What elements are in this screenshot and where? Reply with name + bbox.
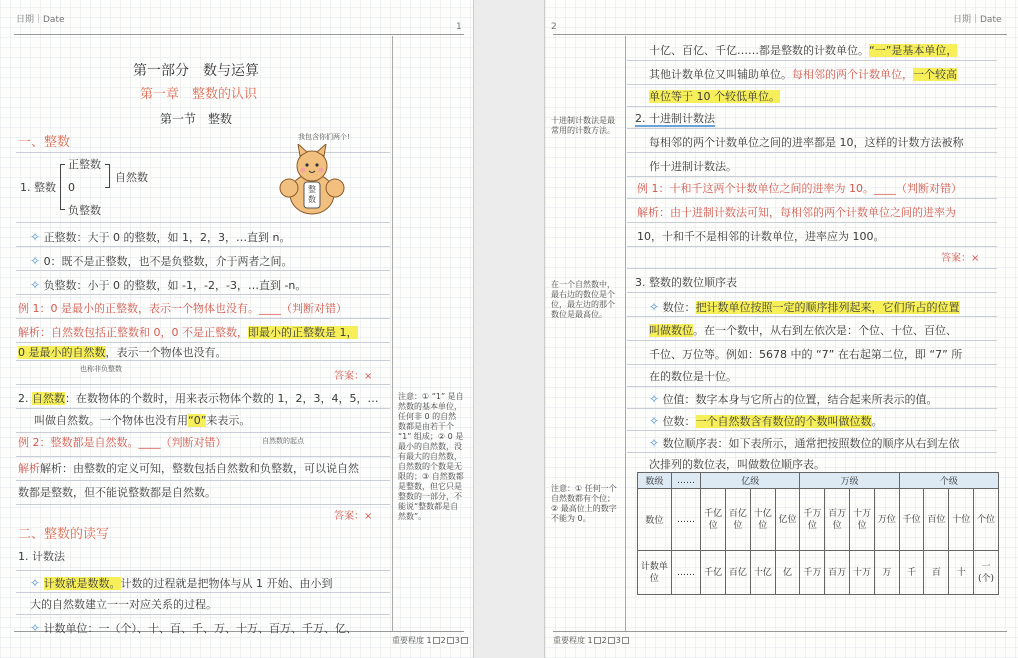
classify-zero: 0 <box>68 181 75 194</box>
example-1-analysis: 解析：自然数包括正整数和 0，0 不是正整数，即最小的正整数是 1， <box>18 326 358 339</box>
section-title: 第一节 整数 <box>160 112 233 126</box>
digits-def: ✧ 位数：一个自然数含有数位的个数叫做位数。 <box>649 414 883 428</box>
side-note: 注意：① “1” 是自然数的基本单位，任何非 0 的自然数都是由若干个 “1” 组成；② 0 是最小的自然数，没有最大的自然数，自然数的个数是无限的；③ 自然数都是整数，但它只是整数的一部分，不能说“整数都是自然数”。 <box>398 392 464 521</box>
example-1-analysis-2: 0 是最小的自然数，表示一个物体也没有。 <box>18 346 227 359</box>
note-also-nonneg: 也称非负整数 <box>80 365 122 373</box>
classify-label: 1. 整数 <box>20 181 56 194</box>
def-negative: ✧ 负整数：小于 0 的整数，如 -1，-2，-3，…直到 -n。 <box>30 278 307 292</box>
table-row-places: 数位 …… 千亿位 百亿位 十亿位 亿位 千万位 百万位 十万位 万位 千位 百位 十位 个位 <box>638 489 999 551</box>
classify-brace <box>60 164 65 210</box>
heading-integers: 一、整数 <box>18 135 71 150</box>
table-header-yi: 亿级 <box>701 473 800 489</box>
table-cell: 一(个) <box>974 551 999 595</box>
cat-speech: 我包含你们两个! <box>298 133 350 141</box>
table-cell: 十亿位 <box>750 489 775 551</box>
table-header-level: 数级 <box>638 473 672 489</box>
place-def-4: 在的数位是十位。 <box>649 370 737 383</box>
page-number: 1 <box>456 22 462 32</box>
table-cell: 千位 <box>899 489 924 551</box>
part-title: 第一部分 数与运算 <box>133 63 259 79</box>
star-icon: ✧ <box>649 436 660 450</box>
page-number: 2 <box>551 22 557 32</box>
continuation-line-2: 其他计数单位又叫辅助单位。每相邻的两个计数单位，一个较高 <box>649 68 957 81</box>
table-cell: 亿 <box>775 551 800 595</box>
table-cell: 十 <box>949 551 974 595</box>
example-2: 例 2：整数都是自然数。____（判断对错） <box>18 436 227 449</box>
date-header: 日期｜Date <box>953 15 1002 25</box>
table-cell: 十亿 <box>750 551 775 595</box>
example-1-analysis-2: 10，十和千不是相邻的计数单位，进率应为 100。 <box>637 230 885 243</box>
place-def: ✧ 数位：把计数单位按照一定的顺序排列起来，它们所占的位置 <box>649 300 960 314</box>
table-header-ge: 个级 <box>899 473 998 489</box>
example-1-answer: 答案：× <box>334 371 373 382</box>
table-cell: 千万位 <box>800 489 825 551</box>
table-cell: 万 <box>874 551 899 595</box>
chapter-title: 第一章 整数的认识 <box>140 87 258 102</box>
classify-negative: 负整数 <box>68 204 101 217</box>
cat-sign-text: 整数 <box>308 185 316 204</box>
table-row-units: 计数单位 …… 千亿 百亿 十亿 亿 千万 百万 十万 万 千 百 十 一(个) <box>638 551 999 595</box>
left-page <box>0 0 474 658</box>
def-positive: ✧ 正整数：大于 0 的整数，如 1，2，3，…直到 n。 <box>30 230 291 244</box>
example-1-analysis: 解析：由十进制计数法可知，每相邻的两个计数单位之间的进率为 <box>637 206 956 219</box>
table-cell: 千亿 <box>701 551 726 595</box>
cat-small-left-icon <box>280 179 298 197</box>
star-icon: ✧ <box>30 621 41 635</box>
order-def-2: 次排列的数位表，叫做数位顺序表。 <box>649 458 825 471</box>
place-def-2: 叫做数位。在一个数中，从右到左依次是：个位、十位、百位、 <box>649 324 957 337</box>
counting-def: ✧ 计数就是数数。计数的过程就是把物体与从 1 开始、由小到 <box>30 576 333 590</box>
natural-def-2: 叫做自然数。一个物体也没有用“0”来表示。 <box>34 414 251 427</box>
table-cell: 千 <box>899 551 924 595</box>
note-natural-start: 自然数的起点 <box>262 437 304 445</box>
side-place-note: 在一个自然数中，最右边的数位是个位，最左边的那个数位是最高位。 <box>551 280 615 319</box>
decimal-text-1: 每相邻的两个计数单位之间的进率都是 10，这样的计数方法被称 <box>649 136 964 149</box>
date-header: 日期｜Date <box>16 15 65 25</box>
heading-reading: 二、整数的读写 <box>18 527 110 542</box>
table-cell: 亿位 <box>775 489 800 551</box>
continuation-line-3: 单位等于 10 个较低单位。 <box>649 90 780 103</box>
example-1: 例 1：十和千这两个计数单位之间的进率为 10。____（判断对错） <box>637 182 962 195</box>
right-page <box>544 0 1018 658</box>
place-value-table <box>637 472 999 595</box>
counting-def-2: 大的自然数建立一一对应关系的过程。 <box>30 598 217 611</box>
cat-small-right-icon <box>326 179 344 197</box>
table-cell: 千亿位 <box>701 489 726 551</box>
classify-positive: 正整数 <box>68 158 101 171</box>
table-cell: 个位 <box>974 489 999 551</box>
counting-units: ✧ 计数单位：一（个）、十、百、千、万、十万、百万、千万、亿、 <box>30 621 358 635</box>
side-note-2: 注意：① 任何一个自然数都有个位；② 最高位上的数字不能为 0。 <box>551 484 617 523</box>
table-cell: 百亿位 <box>725 489 750 551</box>
example-2-analysis-2: 数都是整数，但不能说整数都是自然数。 <box>18 486 216 499</box>
order-heading: 3. 整数的数位顺序表 <box>635 276 737 289</box>
natural-brace <box>105 164 110 188</box>
star-icon: ✧ <box>649 300 660 314</box>
star-icon: ✧ <box>30 254 41 268</box>
table-header-dots: …… <box>671 473 700 489</box>
example-1: 例 1：0 是最小的正整数，表示一个物体也没有。____（判断对错） <box>18 302 347 315</box>
value-def: ✧ 位值：数字本身与它所占的位置，结合起来所表示的值。 <box>649 392 938 406</box>
classify-natural: 自然数 <box>115 171 148 184</box>
table-cell: 千万 <box>800 551 825 595</box>
example-2-analysis: 解析解析：由整数的定义可知，整数包括自然数和负整数，可以说自然 <box>18 462 359 475</box>
table-cell: 百 <box>924 551 949 595</box>
example-2-answer: 答案：× <box>334 511 373 522</box>
table-cell: 百位 <box>924 489 949 551</box>
continuation-line-1: 十亿、百亿、千亿……都是整数的计数单位。“一”是基本单位， <box>649 44 958 57</box>
side-decimal-note: 十进制计数法是最常用的计数方法。 <box>551 116 615 135</box>
table-cell: 十位 <box>949 489 974 551</box>
table-cell: 十万 <box>850 551 875 595</box>
book-gutter <box>474 0 544 658</box>
table-cell: 十万位 <box>850 489 875 551</box>
decimal-text-2: 作十进制计数法。 <box>649 160 737 173</box>
importance-rating: 重要程度 1 2 3 <box>392 635 469 646</box>
counting-method: 1. 计数法 <box>18 550 65 563</box>
natural-def: 2. 自然数：在数物体的个数时，用来表示物体个数的 1，2，3，4，5，… <box>18 392 379 405</box>
star-icon: ✧ <box>649 392 660 406</box>
table-header-wan: 万级 <box>800 473 899 489</box>
importance-rating: 重要程度 1 2 3 <box>553 635 630 646</box>
cat-illustration <box>276 144 346 216</box>
def-zero: ✧ 0：既不是正整数，也不是负整数，介于两者之间。 <box>30 254 293 268</box>
star-icon: ✧ <box>649 414 660 428</box>
example-1-answer: 答案：× <box>941 253 980 264</box>
table-cell: 百亿 <box>725 551 750 595</box>
table-cell: 百万位 <box>825 489 850 551</box>
place-def-3: 千位、万位等。例如：5678 中的 “7” 在右起第二位，即 “7” 所 <box>649 348 963 361</box>
table-row-label: 数位 <box>638 489 672 551</box>
table-row-label: 计数单位 <box>638 551 672 595</box>
table-cell: 万位 <box>874 489 899 551</box>
star-icon: ✧ <box>30 576 41 590</box>
order-def: ✧ 数位顺序表：如下表所示，通常把按照数位的顺序从右到左依 <box>649 436 960 450</box>
table-cell: 百万 <box>825 551 850 595</box>
star-icon: ✧ <box>30 230 41 244</box>
decimal-heading: 2. 十进制计数法 <box>635 112 715 125</box>
star-icon: ✧ <box>30 278 41 292</box>
